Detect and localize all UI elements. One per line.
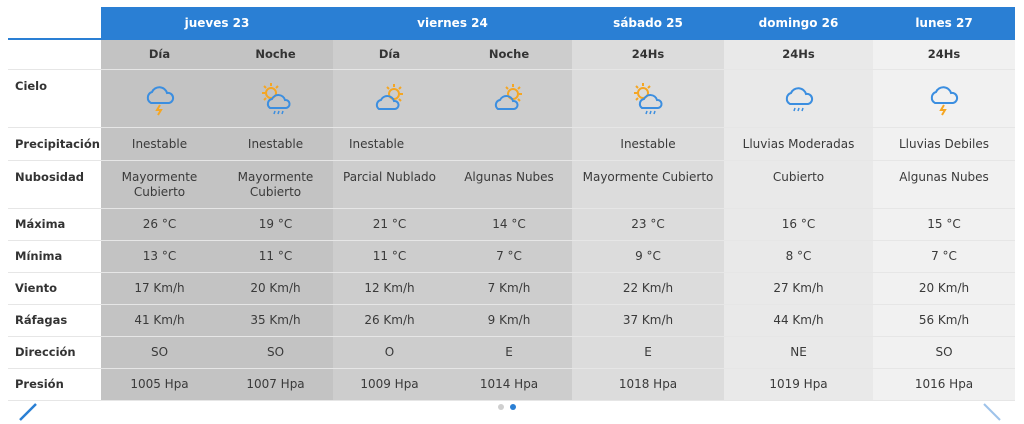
minima-cell: 11 °C (218, 241, 333, 272)
pagination-dots (498, 404, 516, 410)
row-label-nubosidad: Nubosidad (8, 161, 101, 208)
row-label-empty (8, 40, 101, 69)
maxima-row (8, 209, 1015, 241)
direccion-cell: SO (218, 337, 333, 368)
period-label: Noche (446, 40, 572, 69)
presion-cell: 1018 Hpa (572, 369, 724, 400)
forecast-table (8, 7, 1015, 401)
storm-icon (140, 79, 180, 119)
row-label-viento: Viento (8, 273, 101, 304)
presion-cell: 1014 Hpa (446, 369, 572, 400)
maxima-cell: 26 °C (101, 209, 218, 240)
nubosidad-cell: Mayormente Cubierto (101, 161, 218, 208)
period-label: Día (101, 40, 218, 69)
row-label-minima: Mínima (8, 241, 101, 272)
precip-cell: Inestable (333, 128, 446, 160)
nubosidad-cell: Cubierto (724, 161, 873, 208)
row-label-direccion: Dirección (8, 337, 101, 368)
nubosidad-cell: Mayormente Cubierto (218, 161, 333, 208)
precip-cell: Inestable (218, 128, 333, 160)
viento-cell: 17 Km/h (101, 273, 218, 304)
period-row (8, 40, 1015, 70)
viento-cell: 12 Km/h (333, 273, 446, 304)
sky-cell (218, 70, 333, 127)
sky-row (8, 70, 1015, 128)
day-header-row (8, 7, 1015, 40)
next-arrow-icon[interactable] (980, 400, 1004, 424)
viento-cell: 20 Km/h (218, 273, 333, 304)
viento-row (8, 273, 1015, 305)
sky-cell (101, 70, 218, 127)
page-dot-active[interactable] (510, 404, 516, 410)
precip-cell: Lluvias Moderadas (724, 128, 873, 160)
page-dot[interactable] (498, 404, 504, 410)
partly-cloudy-icon (370, 79, 410, 119)
row-label-precipitacion: Precipitación (8, 128, 101, 160)
direccion-row (8, 337, 1015, 369)
maxima-cell: 15 °C (873, 209, 1015, 240)
direccion-cell: NE (724, 337, 873, 368)
direccion-cell: E (446, 337, 572, 368)
presion-row (8, 369, 1015, 401)
nubosidad-cell: Algunas Nubes (446, 161, 572, 208)
presion-cell: 1016 Hpa (873, 369, 1015, 400)
period-label: Noche (218, 40, 333, 69)
sky-cell (724, 70, 873, 127)
row-label-cielo: Cielo (8, 70, 101, 127)
precip-cell: Inestable (101, 128, 218, 160)
nubosidad-cell: Parcial Nublado (333, 161, 446, 208)
rafagas-cell: 9 Km/h (446, 305, 572, 336)
minima-cell: 13 °C (101, 241, 218, 272)
row-label-presion: Presión (8, 369, 101, 400)
maxima-cell: 14 °C (446, 209, 572, 240)
direccion-cell: SO (101, 337, 218, 368)
rafagas-cell: 26 Km/h (333, 305, 446, 336)
day-header: sábado 25 (572, 7, 724, 40)
sky-cell (873, 70, 1015, 127)
cloud-rain-icon (779, 79, 819, 119)
day-header: lunes 27 (873, 7, 1015, 40)
period-label: 24Hs (873, 40, 1015, 69)
presion-cell: 1019 Hpa (724, 369, 873, 400)
precip-row (8, 128, 1015, 161)
sky-cell (333, 70, 446, 127)
precip-cell: Lluvias Debiles (873, 128, 1015, 160)
sky-cell (572, 70, 724, 127)
nubosidad-cell: Algunas Nubes (873, 161, 1015, 208)
prev-arrow-icon[interactable] (16, 400, 40, 424)
viento-cell: 27 Km/h (724, 273, 873, 304)
direccion-cell: SO (873, 337, 1015, 368)
header-spacer (8, 7, 101, 40)
viento-cell: 22 Km/h (572, 273, 724, 304)
presion-cell: 1007 Hpa (218, 369, 333, 400)
rafagas-cell: 37 Km/h (572, 305, 724, 336)
minima-cell: 7 °C (873, 241, 1015, 272)
minima-cell: 8 °C (724, 241, 873, 272)
rafagas-cell: 44 Km/h (724, 305, 873, 336)
sky-cell (446, 70, 572, 127)
precip-cell (446, 128, 572, 160)
nubosidad-row (8, 161, 1015, 209)
storm-icon (924, 79, 964, 119)
maxima-cell: 16 °C (724, 209, 873, 240)
period-label: Día (333, 40, 446, 69)
partly-cloudy-rain-icon (256, 79, 296, 119)
direccion-cell: E (572, 337, 724, 368)
precip-cell: Inestable (572, 128, 724, 160)
day-header: viernes 24 (333, 7, 572, 40)
day-header: domingo 26 (724, 7, 873, 40)
day-header: jueves 23 (101, 7, 333, 40)
maxima-cell: 23 °C (572, 209, 724, 240)
minima-cell: 7 °C (446, 241, 572, 272)
presion-cell: 1009 Hpa (333, 369, 446, 400)
maxima-cell: 21 °C (333, 209, 446, 240)
nubosidad-cell: Mayormente Cubierto (572, 161, 724, 208)
viento-cell: 7 Km/h (446, 273, 572, 304)
partly-cloudy-rain-icon (628, 79, 668, 119)
minima-cell: 11 °C (333, 241, 446, 272)
row-label-rafagas: Ráfagas (8, 305, 101, 336)
rafagas-cell: 35 Km/h (218, 305, 333, 336)
partly-cloudy-icon (489, 79, 529, 119)
rafagas-row (8, 305, 1015, 337)
period-label: 24Hs (572, 40, 724, 69)
row-label-maxima: Máxima (8, 209, 101, 240)
minima-row (8, 241, 1015, 273)
rafagas-cell: 41 Km/h (101, 305, 218, 336)
period-label: 24Hs (724, 40, 873, 69)
viento-cell: 20 Km/h (873, 273, 1015, 304)
direccion-cell: O (333, 337, 446, 368)
presion-cell: 1005 Hpa (101, 369, 218, 400)
maxima-cell: 19 °C (218, 209, 333, 240)
rafagas-cell: 56 Km/h (873, 305, 1015, 336)
minima-cell: 9 °C (572, 241, 724, 272)
